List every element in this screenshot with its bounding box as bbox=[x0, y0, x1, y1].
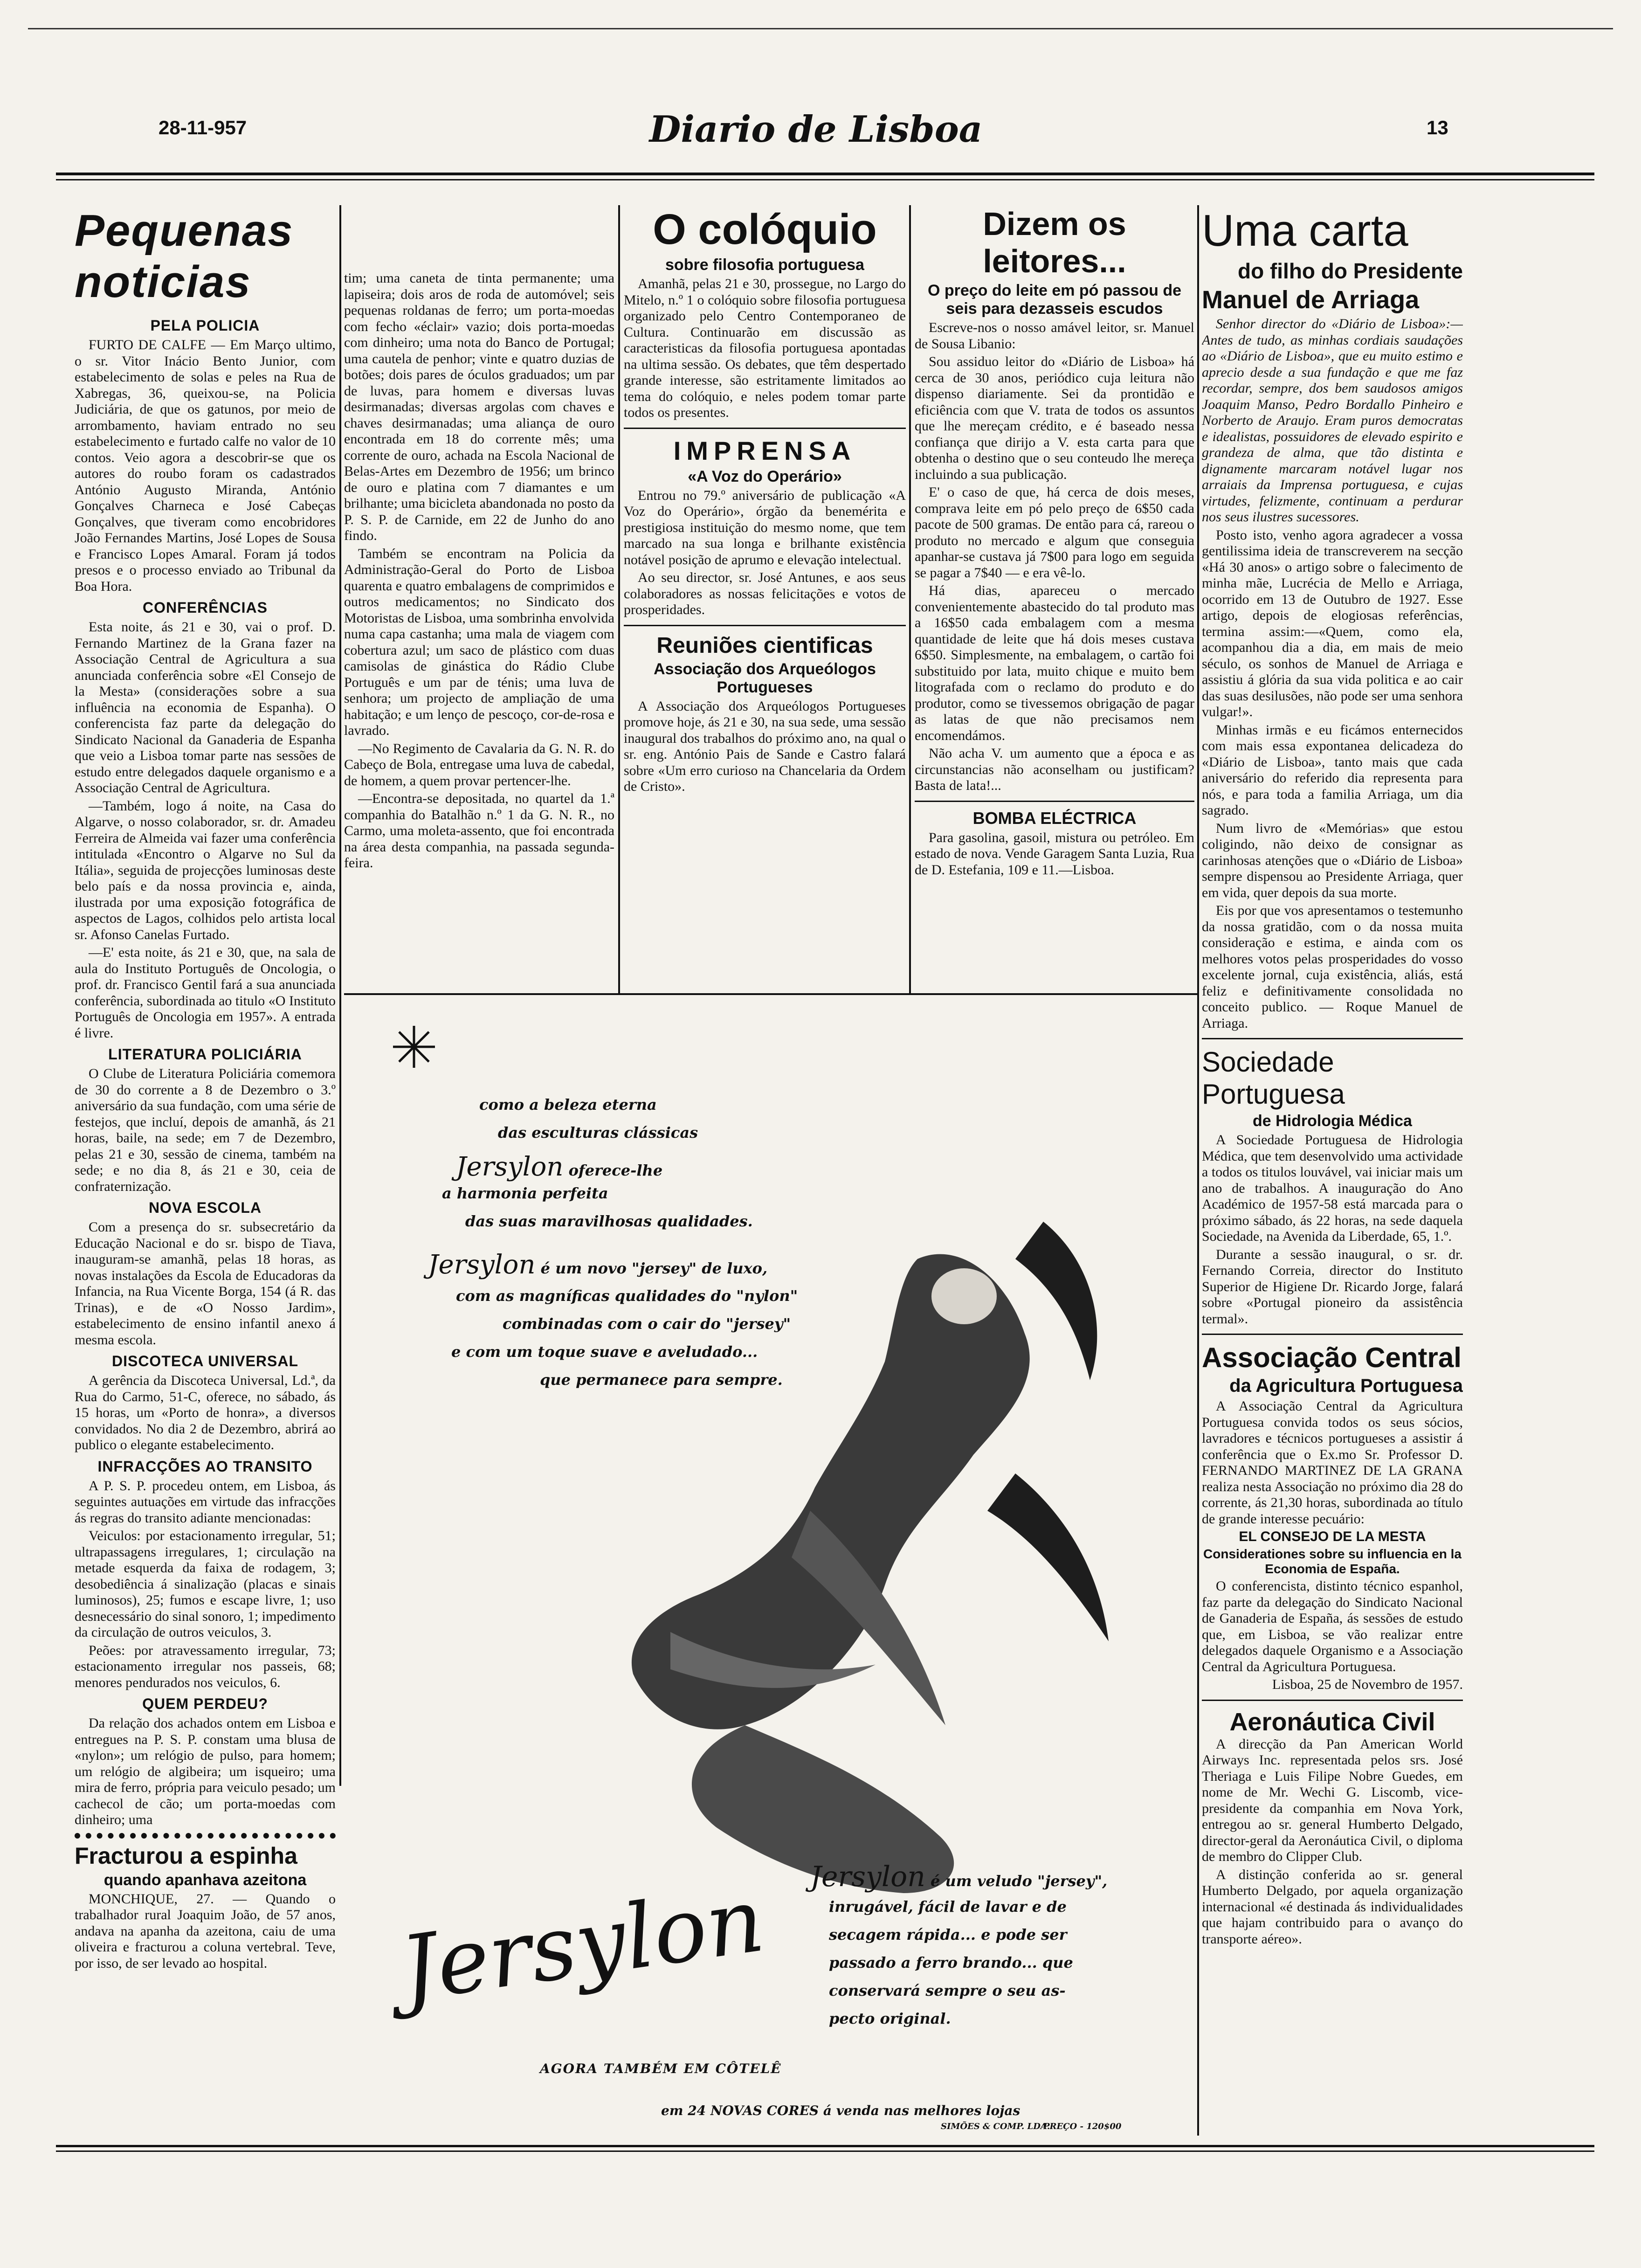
story-subtitle: quando apanhava azeitona bbox=[103, 1871, 307, 1889]
ad-text-line: das suas maravilhosas qualidades. bbox=[465, 1212, 753, 1230]
news-paragraph: Escreve-nos o nosso amável leitor, sr. Manuel de Sousa Libanio: bbox=[915, 320, 1194, 352]
news-paragraph: A Sociedade Portuguesa de Hidrologia Médica, que tem desenvolvido uma actividade a todos os titulos louvável, vai iniciar mais um ano de trabalhos. A inauguração do Ano Académico de 1957-58 está marcada para o próximo sábado, ás 22 horas, na sede daquela Sociedade, na Avenida da Liberdade, 65, 1.º. bbox=[1202, 1132, 1463, 1244]
news-paragraph: Ao seu director, sr. José Antunes, e aos seus colaboradores as nossas felicitações e votos de prosperidades. bbox=[624, 570, 906, 617]
column-divider bbox=[909, 205, 911, 993]
story-subtitle: sobre filosofia portuguesa bbox=[665, 256, 864, 274]
separator bbox=[75, 1833, 336, 1839]
news-paragraph: A Associação Central da Agricultura Portuguesa convida todos os seus sócios, lavradores e técnicos portugueses a assistir á conferência que o Ex.mo Sr. Professor D. FERNANDO MARTINEZ DE LA GRANA realiza nesta Associação no próximo dia 28 do corrente, ás 21,30 horas, subordinada ao título de grande interesse pecuário: bbox=[1202, 1398, 1463, 1527]
news-paragraph: Para gasolina, gasoil, mistura ou petróleo. Em estado de nova. Vende Garagem Santa Luzia, Rua de D. Estefania, 109 e 11.—Lisboa. bbox=[915, 830, 1194, 878]
section-heading: INFRACÇÕES AO TRANSITO bbox=[97, 1458, 313, 1475]
ad-text-line: secagem rápida... e pode ser bbox=[829, 1926, 1067, 1943]
story-title: Dizem os leitores... bbox=[983, 206, 1126, 279]
story-subtitle: do filho do Presidente bbox=[1237, 259, 1463, 283]
news-paragraph: —Também, logo á noite, na Casa do Algarve, o nosso colaborador, sr. dr. Amadeu Ferreira de Almeida vai fazer uma conferência intitulada «Encontro o Algarve no Sul da Itália», seguida de projecções luminosas deste belo país e da nossa provincia e, ainda, ilustrada por uma exposição fotográfica de aspectos de Lagos, colhidos pelo artista local sr. Afonso Canelas Furtado. bbox=[75, 798, 336, 942]
section-heading: PELA POLICIA bbox=[150, 317, 260, 334]
story-title: Aeronáutica Civil bbox=[1229, 1708, 1435, 1736]
news-paragraph: Também se encontram na Policia da Administração-Geral do Porto de Lisboa quarenta e quatro embalagens de comprimidos e outros medicamentos; no Sindicato dos Motoristas de Lisboa, uma sombrinha envolvida numa capa castanha; uma mala de viagem com cobertura azul; um saco de plástico com duas camisolas de ginástica do Rádio Clube Português e um par de ténis; uma luva de senhora; um projecto de ampliação de uma habitação; e um lenço de pescoço, cor-de-rosa e lavrado. bbox=[344, 546, 614, 738]
news-paragraph: Num livro de «Memórias» que estou coligindo, não deixo de consignar as carinhosas atenções que o «Diário de Lisboa» sempre dispensou ao Presidente Arriaga, quer em vida, quer depois da sua morte. bbox=[1202, 820, 1463, 900]
news-paragraph: Da relação dos achados ontem em Lisboa e entregues na P. S. P. constam uma blusa de «nylon»; um relógio de pulso, para homem; um relógio de algibeira; um isqueiro; uma mira de ferro, própria para veiculo pesado; um cachecol de cão; um porta-moedas com dinheiro; uma bbox=[75, 1715, 336, 1827]
column-coloquio bbox=[624, 205, 906, 993]
issue-date: 28-11-957 bbox=[159, 117, 247, 138]
ad-price: PREÇO - 120$00 bbox=[1043, 2122, 1122, 2131]
story-title: Associação Central bbox=[1202, 1342, 1462, 1373]
section-heading: QUEM PERDEU? bbox=[142, 1695, 268, 1712]
news-paragraph: Veiculos: por estacionamento irregular, 51; ultrapassagens irregulares, 1; circulação na metade esquerda da faixa de rodagem, 3; desobediência á sinalização (placas e sinais luminosos), 25; fumos e escape livre, 1; uso desnecessário do sinal sonoro, 1; impedimento da circulação de outros veiculos, 3. bbox=[75, 1528, 336, 1640]
news-paragraph: —No Regimento de Cavalaria da G. N. R. do Cabeço de Bola, entregase uma luva de cabedal, de homem, a quem provar pertencer-lhe. bbox=[344, 740, 614, 788]
news-paragraph: —Encontra-se depositada, no quartel da 1.ª companhia do Batalhão n.º 1 da G. N. R., no Carmo, uma moleta-assento, que foi encontrada na área desta companhia, na passada segunda-feira. bbox=[344, 791, 614, 871]
separator bbox=[915, 801, 1194, 802]
news-paragraph: Não acha V. um aumento que a época e as circunstancias não aconselham ou justificam? Basta de lata!... bbox=[915, 746, 1194, 793]
newspaper-masthead: Diario de Lisboa bbox=[649, 108, 983, 151]
ad-text-line: Jersylon é um veludo "jersey", bbox=[810, 1860, 1108, 1893]
section-heading: LITERATURA POLICIÁRIA bbox=[108, 1046, 302, 1063]
section-title: Pequenas noticias bbox=[75, 206, 294, 307]
ad-text-line: a harmonia perfeita bbox=[442, 1184, 608, 1202]
story-subtitle: O preço do leite em pó passou de seis para dezasseis escudos bbox=[927, 282, 1182, 318]
news-paragraph: A P. S. P. procedeu ontem, em Lisboa, ás seguintes autuações em virtude das infracções ás regras do transito adiante mencionadas: bbox=[75, 1478, 336, 1526]
ad-text-line: e com um toque suave e aveludado... bbox=[451, 1343, 758, 1361]
news-paragraph: O Clube de Literatura Policiária comemora de 30 do corrente a 8 de Dezembro o 3.º aniversário da sua fundação, com uma série de festejos, que incluí, depois de amanhã, ás 21 horas, baile, na sede; em 7 de Dezembro, pelas 21 e 30, sessão de cinema, também na sede; e no dia 8, ás 21 e 30, ceia de confraternização. bbox=[75, 1066, 336, 1194]
ad-text-line: que permanece para sempre. bbox=[540, 1371, 783, 1389]
news-paragraph: FURTO DE CALFE — Em Março ultimo, o sr. Vitor Inácio Bento Junior, com estabelecimento de solas e peles na Rua de Xabregas, 36, queixou-se, na Policia Judiciária, de que os gatunos, por meio de arrombamento, haviam entrado no seu estabelecimento e furtado calfe no valor de 10 contos. Veio agora a descobrir-se que os autores do roubo foram os cadastrados António Augusto Miranda, António Gonçalves Charneca e José Cabeças Gonçalves, que tiveram como encobridores João Fernandes Martins, José Lopes de Sousa e Francisco Lopes Amaral. Foram já todos presos e o processo enviado ao Tribunal da Boa Hora. bbox=[75, 337, 336, 594]
story-subtitle: Associação dos Arqueólogos Portugueses bbox=[654, 660, 876, 696]
separator bbox=[1202, 1700, 1463, 1701]
news-paragraph: A distinção conferida ao sr. general Humberto Delgado, por aquela organização internacional «é destinada ás individualidades que hajam contribuido para o avanço do transporte aéreo». bbox=[1202, 1867, 1463, 1947]
story-title: BOMBA ELÉCTRICA bbox=[972, 808, 1137, 828]
news-paragraph: Peões: por atravessamento irregular, 73; estacionamento irregular nos passeis, 68; menores pendurados nos veiculos, 6. bbox=[75, 1642, 336, 1690]
news-paragraph: Com a presença do sr. subsecretário da Educação Nacional e do sr. bispo de Tiava, inauguram-se amanhã, pelas 18 horas, as novas instalações da Escola de Educadoras da Infancia, na Rua Vicente Borga, 154 (á R. das Trinas), e de «O Nosso Jardim», estabelecimento de ensino infantil anexo á mesma escola. bbox=[75, 1219, 336, 1348]
news-paragraph: Minhas irmãs e eu ficámos enternecidos com mais essa expontanea delicadeza do «Diário de Lisboa», tanto mais que cada aniversário do referido dia representa para nós, e para toda a familia Arriaga, um dia sagrado. bbox=[1202, 722, 1463, 818]
ad-text-line: Jersylon é um novo "jersey" de luxo, bbox=[428, 1250, 768, 1280]
ad-text-line: com as magníficas qualidades do "nylon" bbox=[456, 1287, 798, 1305]
news-paragraph: Esta noite, ás 21 e 30, vai o prof. D. Fernando Martinez de la Grana fazer na Associação Central de Agricultura a sua anunciada conferência sobre «El Consejo de la Mesta» (considerações sobre a sua influência na economia de Espanha). O conferencista faz parte da delegação do Sindicato Nacional da Ganaderia de Espanha que veio a Lisboa tomar parte nas sessões de estudo entre delegados daquele organismo e a Associação Central de Agricultura. bbox=[75, 619, 336, 795]
jersylon-logo: Jersylon bbox=[394, 1868, 770, 2021]
column-divider bbox=[618, 205, 620, 993]
footer-rule bbox=[56, 2145, 1594, 2147]
column-divider bbox=[339, 205, 341, 1786]
story-subtitle: Manuel de Arriaga bbox=[1202, 286, 1420, 314]
story-title: IMPRENSA bbox=[673, 436, 856, 465]
story-title: Reuniões cientificas bbox=[656, 633, 873, 658]
news-paragraph: Entrou no 79.º aniversário de publicação «A Voz do Operário», órgão da benemérita e prestigiosa instituição do mesmo nome, que tem marcado na sua longa e brilhante existência notável posição de aprumo e elevação intelectual. bbox=[624, 487, 906, 567]
ad-maker: SIMÕES & COMP. LDA. bbox=[941, 2122, 1050, 2131]
news-paragraph: Durante a sessão inaugural, o sr. dr. Fernando Correia, director do Instituto Superior de Higiene Dr. Ricardo Jorge, falará sobre «Portugal pioneiro da assistência termal». bbox=[1202, 1246, 1463, 1327]
news-paragraph: Há dias, apareceu o mercado convenientemente abastecido do tal produto mas a 16$50 cada embalagem com a mesma quantidade de leite que há dois meses custava 6$50. Simplesmente, na embalagem, o cartão foi substituido por lata, muito chique e muito bem litografada com o reclamo do produto e do produtor, como se tivessemos obrigação de pagar as latas de que não precisamos nem encomendámos. bbox=[915, 583, 1194, 743]
ad-text-line: AGORA TAMBÉM EM CÔTELÊ bbox=[540, 2061, 782, 2076]
column-uma-carta bbox=[1202, 205, 1463, 2136]
news-paragraph: Senhor director do «Diário de Lisboa»:—Antes de tudo, as minhas cordiais saudações ao «Diário de Lisboa», que eu muito estimo e aprecio desde a sua fundação e que me faz recordar, sempre, dos bem saudosos amigos Joaquim Manso, Pedro Bordallo Pinheiro e Norberto de Araujo. Eram puros democratas e idealistas, possuidores de elevado espirito e grandeza de alma, que tão distinta e dignamente marcaram notável lugar nos arraiais da Imprensa portuguesa, e cujas virtudes, felizmente, continuam a perdurar nos seus ilustres sucessores. bbox=[1202, 316, 1463, 525]
conference-title: EL CONSEJO DE LA MESTA bbox=[1239, 1529, 1426, 1544]
story-subtitle: «A Voz do Operário» bbox=[688, 467, 842, 485]
ad-text-line: como a beleza eterna bbox=[479, 1096, 657, 1113]
story-title: Sociedade Portuguesa bbox=[1202, 1046, 1345, 1110]
news-paragraph: A direcção da Pan American World Airways Inc. representada pelos srs. José Theriaga e Luis Filipe Nobre Guedes, em nome de Mr. Wechi G. Liscomb, vice-presidente da companhia em Nova York, entregou ao sr. general Humberto Delgado, director-geral da Aeronáutica Civil, o diploma de membro do Clipper Club. bbox=[1202, 1736, 1463, 1864]
ad-text-line: inrugável, fácil de lavar e de bbox=[829, 1898, 1067, 1915]
ad-text-line: pecto original. bbox=[829, 2010, 951, 2027]
story-title: Fracturou a espinha bbox=[75, 1842, 297, 1869]
header-rule-thin bbox=[56, 179, 1594, 180]
section-heading: CONFERÊNCIAS bbox=[142, 599, 268, 616]
separator bbox=[1202, 1038, 1463, 1039]
news-paragraph: MONCHIQUE, 27. — Quando o trabalhador rural Joaquim João, de 57 anos, andava na apanha da azeitona, caiu de uma oliveira e fracturou a coluna vertebral. Teve, por isso, de ser levado ao hospital. bbox=[75, 1891, 336, 1971]
story-subtitle: da Agricultura Portuguesa bbox=[1229, 1376, 1463, 1396]
news-paragraph: Posto isto, venho agora agradecer a vossa gentilissima ideia de transcreverem na secção «Há 30 anos» o artigo sobre o falecimento de minha mãe, Lucrécia de Mello e Arriaga, ocorrido em 13 de Outubro de 1927. Esse artigo, depois de elogiosas referências, termina assim:—«Quem, como ela, acompanhou dia a dia, em mais de meio século, os sonhos de Manuel de Arriaga e assistiu á glória da sua vida politica e ao cair das suas desilusões, não pode ser uma senhora vulgar!». bbox=[1202, 527, 1463, 719]
separator bbox=[1202, 1334, 1463, 1335]
story-title: Uma carta bbox=[1202, 206, 1408, 256]
news-paragraph: Lisboa, 25 de Novembro de 1957. bbox=[1272, 1677, 1463, 1692]
separator bbox=[624, 625, 906, 626]
news-paragraph: O conferencista, distinto técnico espanhol, faz parte da delegação do Sindicato Nacional de Ganaderia de España, ás sessões de estudo que, em Lisboa, se vão realizar entre delegados daquele Organismo e a Associação Central da Agricultura Portuguesa. bbox=[1202, 1578, 1463, 1674]
story-subtitle: de Hidrologia Médica bbox=[1253, 1112, 1412, 1130]
news-paragraph: A gerência da Discoteca Universal, Ld.ª, da Rua do Carmo, 51-C, oferece, no sábado, ás 15 horas, um «Porto de honra», a diversos convidados. No dia 2 de Dezembro, abrirá ao publico o elegante estabelecimento. bbox=[75, 1373, 336, 1452]
ad-text-line: Jersylon oferece-lhe bbox=[456, 1152, 663, 1182]
ad-text-line: em 24 NOVAS CORES á venda nas melhores lojas bbox=[661, 2103, 1020, 2118]
story-title: O colóquio bbox=[653, 206, 877, 253]
section-heading: DISCOTECA UNIVERSAL bbox=[111, 1353, 299, 1369]
asterisk-icon bbox=[393, 1026, 435, 1068]
section-heading: NOVA ESCOLA bbox=[148, 1199, 262, 1216]
news-paragraph: Sou assiduo leitor do «Diário de Lisboa» há cerca de 30 anos, periódico cuja leitura não dispenso diariamente. Sei da prontidão e eficiência com que V. trata de todos os assuntos que lhe mereçam crédito, e é baseado nessa confiança que dirijo a V. esta carta para que obtenha o destino que o seu conteudo lhe mereça incluindo a sua publicação. bbox=[915, 354, 1194, 482]
news-paragraph: —E' esta noite, ás 21 e 30, que, na sala de aula do Instituto Português de Oncologia, o prof. dr. Francisco Gentil fará a sua anunciada conferência, subordinada ao titulo «O Instituto Português de Oncologia em 1957». A entrada é livre. bbox=[75, 945, 336, 1041]
column-divider bbox=[1197, 205, 1199, 2136]
separator bbox=[624, 428, 906, 429]
news-paragraph: tim; uma caneta de tinta permanente; uma lapiseira; dois aros de roda de automóvel; seis pequenas roldanas de ferro; um porta-moedas com fecho «éclair» vazio; dois porta-moedas com dinheiro; uma nota do Banco de Portugal; uma cautela de penhor; vinte e quatro duzias de botões; dois pares de óculos graduados; um par de luvas, para homem e diversas luvas desirmanadas; diversas argolas com chaves e chaves desirmanadas; uma aliança de ouro encontrada em 18 do corrente mês; uma corrente de ouro, achada na Escola Nacional de Belas-Artes em Dezembro de 1956; um brinco de ouro e platina com 7 diamantes e um brilhante; uma bicicleta abandonada no posto da P. S. P. de Carnide, em 22 de Junho do ano findo. bbox=[344, 270, 614, 543]
ad-top-rule bbox=[344, 993, 1197, 995]
page-number: 13 bbox=[1427, 117, 1448, 138]
conference-subtitle: Considerationes sobre su influencia en la Economia de España. bbox=[1203, 1547, 1462, 1576]
footer-rule-thin bbox=[56, 2150, 1594, 2152]
column-pequenas-noticias bbox=[75, 205, 336, 2136]
top-border bbox=[28, 28, 1613, 29]
news-paragraph: Eis por que vos apresentamos o testemunho da nossa gratidão, com o da nossa muita consideração e estima, e ainda com os melhores votos pelas prosperidades do vosso excelente jornal, cuja existência, aliás, está feliz e definitivamente consolidada no conceito publico. — Roque Manuel de Arriaga. bbox=[1202, 903, 1463, 1031]
column-continuation bbox=[344, 270, 614, 993]
jersylon-advertisement bbox=[344, 998, 1195, 2136]
column-dizem-os-leitores bbox=[915, 205, 1194, 993]
ad-text-line: conservará sempre o seu as- bbox=[829, 1982, 1066, 1999]
ad-text-line: combinadas com o cair do "jersey" bbox=[503, 1315, 791, 1333]
news-paragraph: E' o caso de que, há cerca de dois meses, comprava leite em pó pelo preço de 6$50 cada pacote de 500 gramas. De então para cá, rareou o produto no mercado e algum que conseguia apanhar-se custava já 7$00 para logo em seguida se pagar a 7$40 — e era vê-lo. bbox=[915, 484, 1194, 581]
header-rule bbox=[56, 173, 1594, 175]
ad-text-line: passado a ferro brando... que bbox=[829, 1954, 1073, 1971]
news-paragraph: A Associação dos Arqueólogos Portugueses promove hoje, ás 21 e 30, na sua sede, uma sessão inaugural dos trabalhos do próximo ano, na qual o sr. eng. António Pais de Sande e Castro falará sobre «Um erro curioso na Chancelaria da Ordem de Cristo». bbox=[624, 698, 906, 794]
ad-text-line: das esculturas clássicas bbox=[498, 1124, 698, 1141]
news-paragraph: Amanhã, pelas 21 e 30, prossegue, no Largo do Mitelo, n.º 1 o colóquio sobre filosofia portuguesa organizado pelo Centro Contemporaneo de Cultura. Continuarão em discussão as caracteristicas da filosofia portuguesa apontadas na ultima sessão. Os debates, que têm despertado grande interesse, são estritamente limitados ao tema do colóquio, e neles podem tomar parte todos os presentes. bbox=[624, 276, 906, 420]
